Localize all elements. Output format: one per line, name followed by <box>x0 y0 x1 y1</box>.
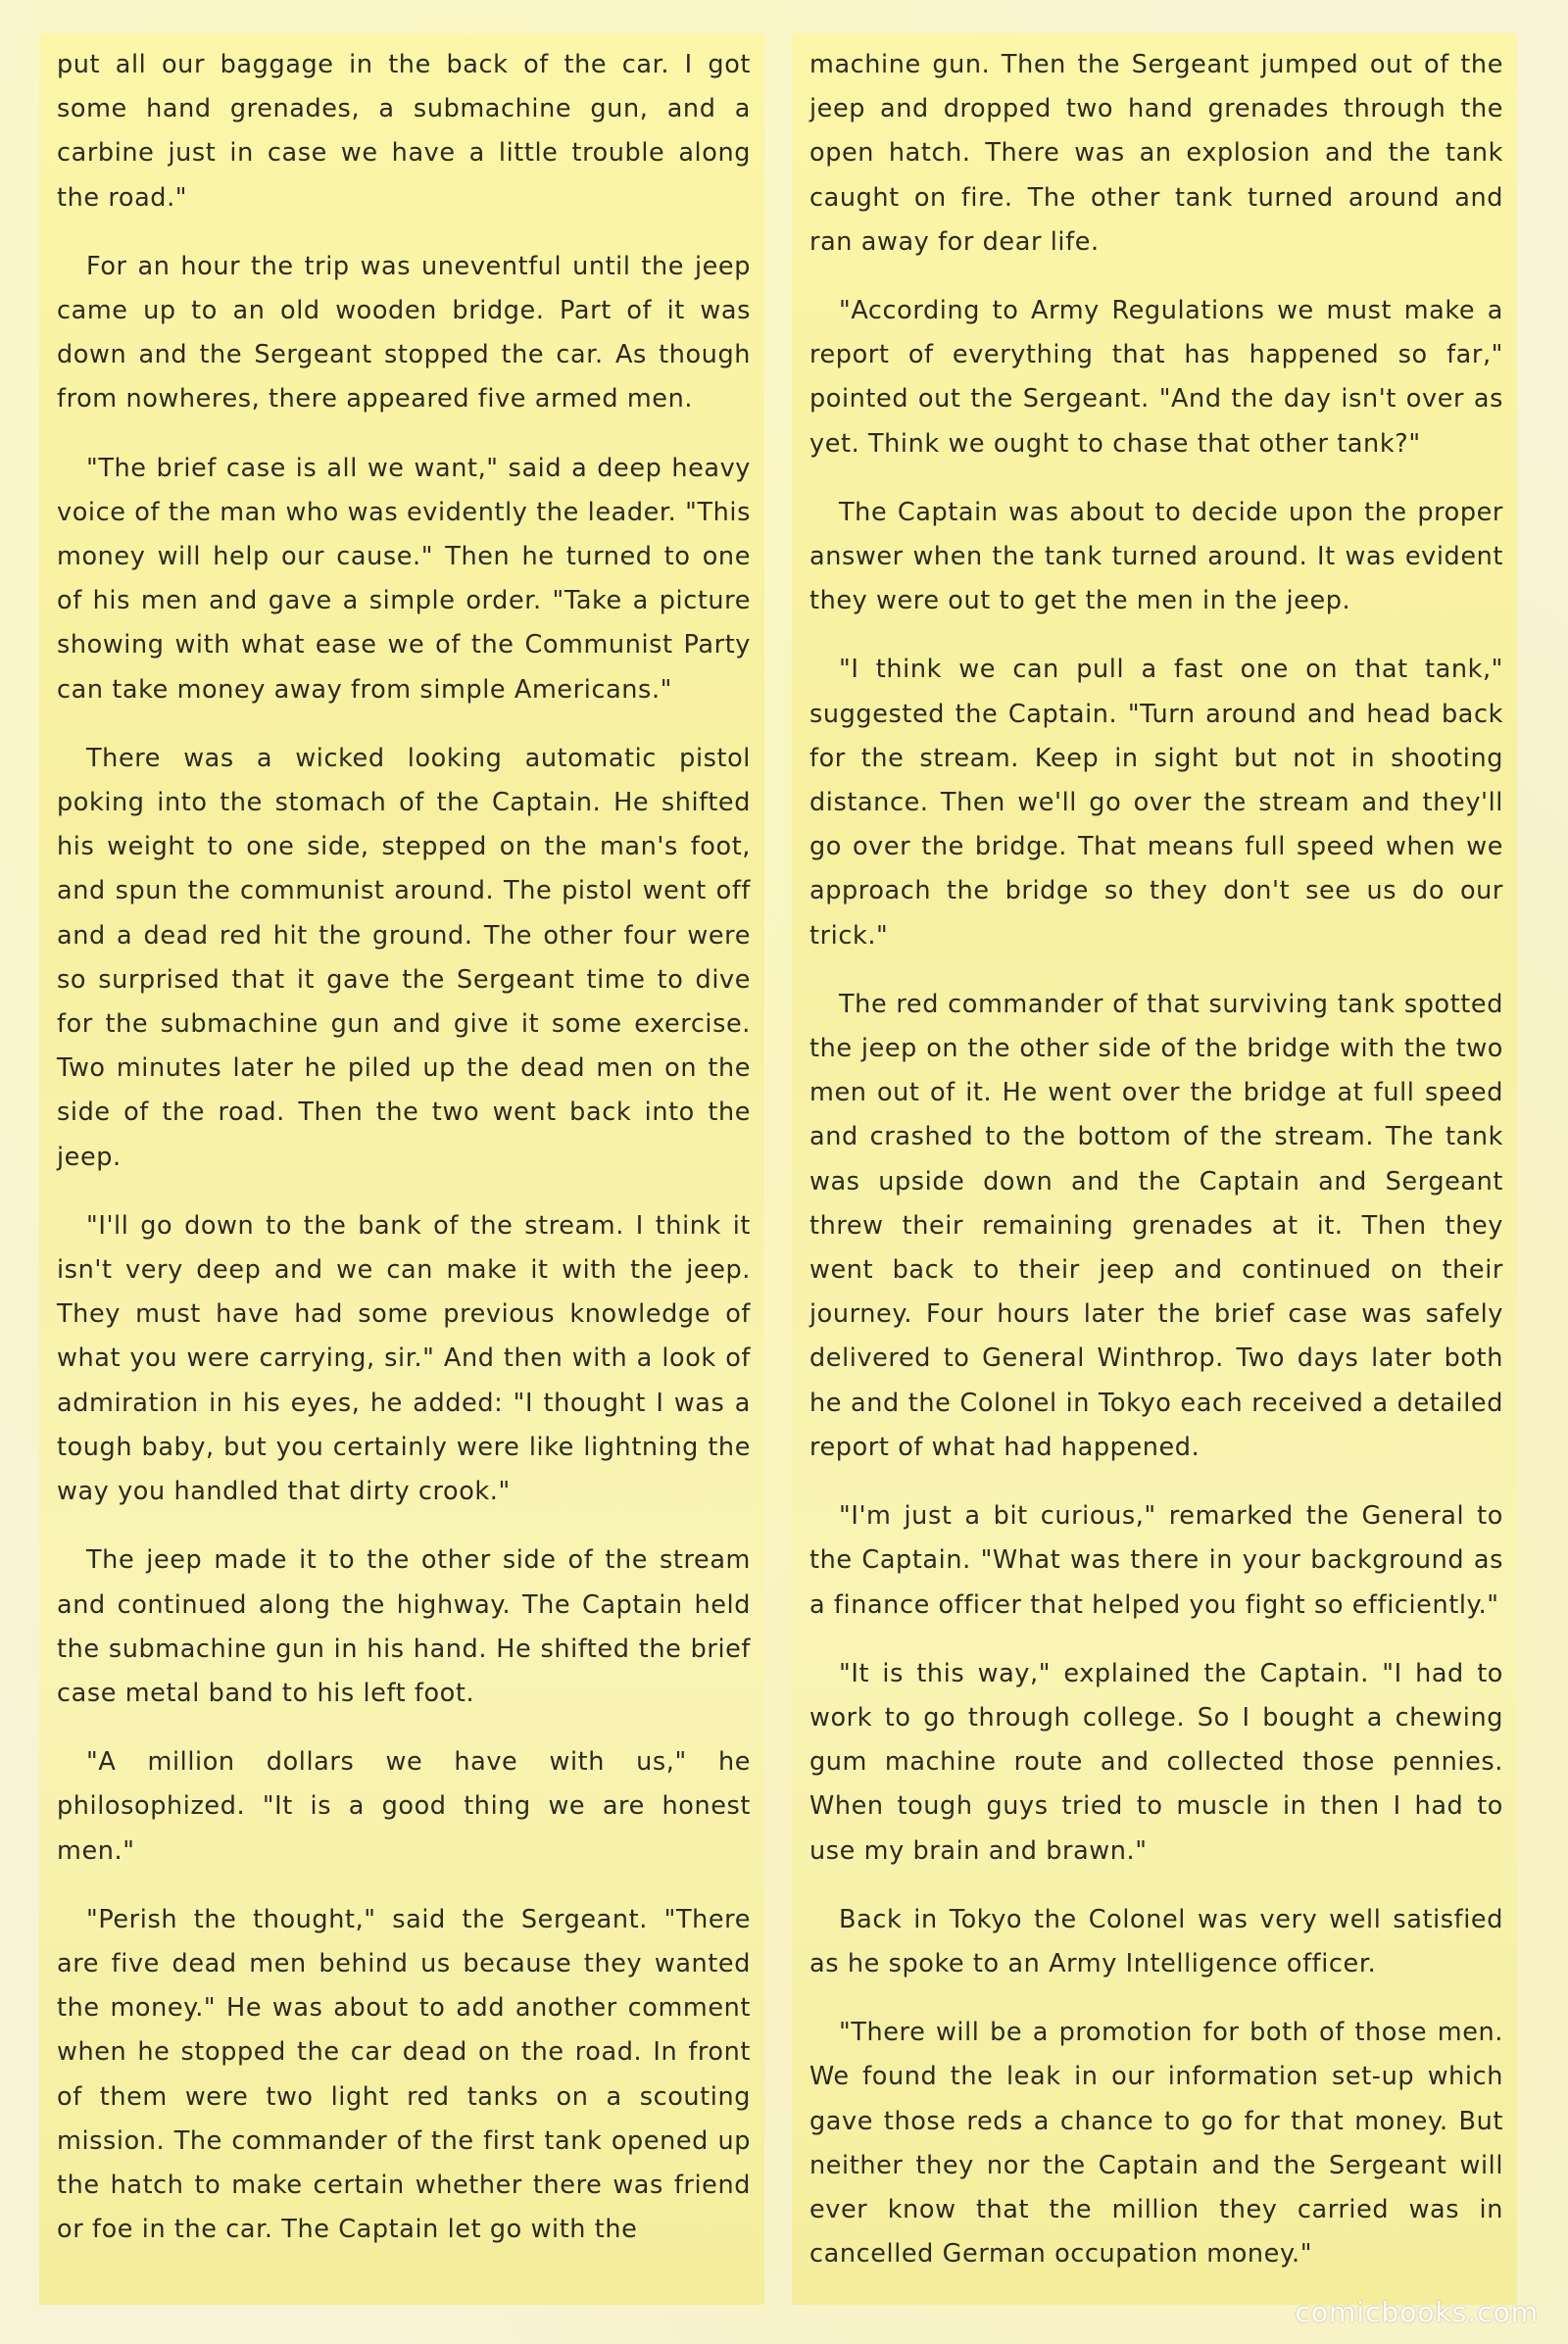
paragraph: "According to Army Regulations we must make a report of everything that has happened so far," pointed out the Sergeant. "And the day isn't over as yet. Think we ought to chase that other tank?" <box>809 296 1503 459</box>
paragraph: "It is this way," explained the Captain. "I had to work to go through college. So I bought a chewing gum machine route and collected those pennies. When tough guys tried to muscle in then I had to use my brain and brawn." <box>809 1658 1503 1866</box>
paragraph: "I think we can pull a fast one on that tank," suggested the Captain. "Turn around and head back for the stream. Keep in sight but not in shooting distance. Then we'll go over the stream and they'll go over the bridge. That means full speed when we approach the bridge so they don't see us do our trick." <box>809 655 1503 951</box>
paragraph: Back in Tokyo the Colonel was very well satisfied as he spoke to an Army Intelligence officer. <box>809 1904 1503 1978</box>
paragraph: "I'll go down to the bank of the stream. I think it isn't very deep and we can make it with the jeep. They must have had some previous knowledge of what you were carrying, sir." And then with a look of admiration in his eyes, he added: "I thought I was a tough baby, but you certainly were like lightning the way you handled that dirty crook." <box>57 1210 751 1507</box>
paragraph: The red commander of that surviving tank spotted the jeep on the other side of the bridge with the two men out of it. He went over the bridge at full speed and crashed to the bottom of the stream. The tank was upside down and the Captain and Sergeant threw their remaining grenades at it. Then they went back to their jeep and continued on their journey. Four hours later the brief case was safely delivered to General Winthrop. Two days later both he and the Colonel in Tokyo each received a detailed report of what had happened. <box>809 989 1503 1462</box>
paragraph: put all our baggage in the back of the car. I got some hand grenades, a submachine gun, and a carbine just in case we have a little trouble along the road." <box>57 50 751 213</box>
paragraph: machine gun. Then the Sergeant jumped out of the jeep and dropped two hand grenades through the open hatch. There was an explosion and the tank caught on fire. The other tank turned around and ran away for dear life. <box>809 50 1503 257</box>
left-text-column <box>39 33 764 2305</box>
paragraph: There was a wicked looking automatic pistol poking into the stomach of the Captain. He shifted his weight to one side, stepped on the man's foot, and spun the communist around. The pistol went off and a dead red hit the ground. The other four were so surprised that it gave the Sergeant time to dive for the submachine gun and give it some exercise. Two minutes later he piled up the dead men on the side of the road. Then the two went back into the jeep. <box>57 743 751 1172</box>
paragraph: "A million dollars we have with us," he philosophized. "It is a good thing we are honest men." <box>57 1747 751 1866</box>
site-watermark: comicbooks.com <box>1295 2296 1539 2328</box>
paragraph: "The brief case is all we want," said a deep heavy voice of the man who was evidently the leader. "This money will help our cause." Then he turned to one of his men and gave a simple order. "Take a picture showing with what ease we of the Communist Party can take money away from simple Americans." <box>57 453 751 705</box>
paragraph: For an hour the trip was uneventful until the jeep came up to an old wooden bridge. Part of it was down and the Sergeant stopped the car. As though from nowheres, there appeared five armed men. <box>57 251 751 415</box>
paragraph: The jeep made it to the other side of the stream and continued along the highway. The Captain held the submachine gun in his hand. He shifted the brief case metal band to his left foot. <box>57 1545 751 1708</box>
paragraph: The Captain was about to decide upon the proper answer when the tank turned around. It was evident they were out to get the men in the jeep. <box>809 497 1503 616</box>
paragraph: "There will be a promotion for both of those men. We found the leak in our information set-up which gave those reds a chance to go for that money. But neither they nor the Captain and the Sergeant will ever know that the million they carried was in cancelled German occupation money." <box>809 2018 1503 2270</box>
paragraph: "Perish the thought," said the Sergeant. "There are five dead men behind us because they wanted the money." He was about to add another comment when he stopped the car dead on the road. In front of them were two light red tanks on a scouting mission. The commander of the first tank opened up the hatch to make certain whether there was friend or foe in the car. The Captain let go with the <box>57 1904 751 2245</box>
paragraph: "I'm just a bit curious," remarked the General to the Captain. "What was there in your background as a finance officer that helped you fight so efficiently." <box>809 1501 1503 1620</box>
right-text-column <box>792 33 1517 2305</box>
